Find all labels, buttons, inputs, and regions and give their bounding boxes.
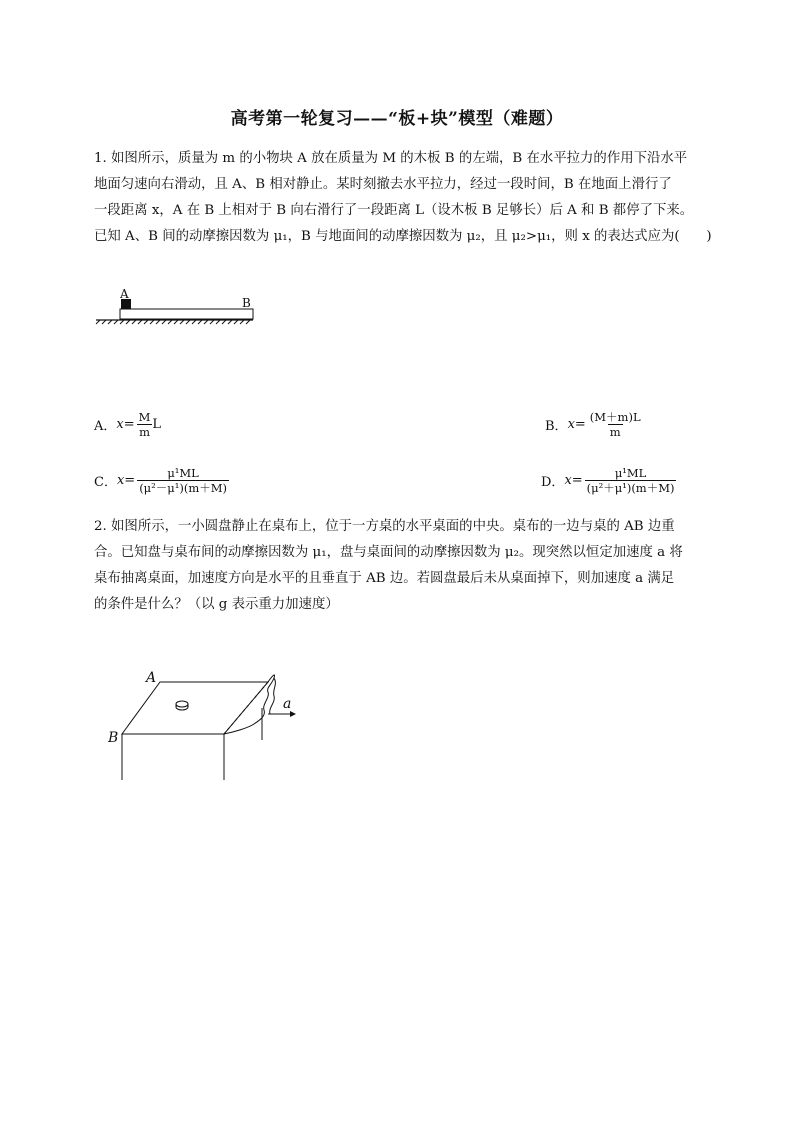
- question-2-line: 的条件是什么？（以 g 表示重力加速度）: [94, 597, 339, 612]
- option-label: A．: [94, 419, 117, 434]
- label-a: A: [120, 287, 129, 301]
- denominator: m: [139, 425, 150, 439]
- board-block-figure: [90, 282, 270, 332]
- denominator: m: [609, 425, 621, 439]
- label-b: B: [242, 296, 251, 310]
- numerator: μ¹ML: [167, 466, 199, 480]
- question-2-line: 桌布抽离桌面，加速度方向是水平的且垂直于 AB 边。若圆盘最后未从桌面掉下，则加速度 a 满足: [94, 571, 675, 586]
- option-variable: x=: [116, 417, 135, 432]
- fraction: [585, 466, 677, 495]
- option-d[interactable]: [541, 466, 676, 495]
- denominator: (μ²－μ¹)(m＋M): [139, 481, 227, 495]
- numerator: (M＋m)L: [589, 410, 641, 424]
- table-tablecloth-figure: [104, 662, 304, 784]
- question-1-line: 地面匀速向右滑动，且 A、B 相对静止。某时刻撤去水平拉力，经过一段时间，B 在地面上滑行了: [94, 177, 672, 192]
- option-label: D．: [541, 475, 565, 490]
- fraction: [137, 466, 229, 495]
- label-a: A: [146, 670, 157, 686]
- question-1-line: 1. 如图所示，质量为 m 的小物块 A 放在质量为 M 的木板 B 的左端，B 在水平拉力的作用下沿水平: [94, 151, 688, 166]
- option-tail: L: [152, 417, 162, 432]
- denominator: (μ²＋μ¹)(m＋M): [586, 481, 675, 495]
- numerator: μ¹ML: [614, 466, 647, 480]
- fraction: [588, 410, 643, 439]
- board-b: [120, 309, 253, 319]
- numerator: M: [138, 410, 151, 424]
- question-2-line: 合。已知盘与桌布间的动摩擦因数为 μ₁，盘与桌面间的动摩擦因数为 μ₂。现突然以恒定加速度 a 将: [94, 545, 683, 560]
- option-variable: x=: [564, 473, 583, 488]
- question-1-line: 已知 A、B 间的动摩擦因数为 μ₁，B 与地面间的动摩擦因数为 μ₂，且 μ₂>μ₁，则 x 的表达式应为( ): [94, 229, 712, 244]
- fraction: [137, 410, 153, 439]
- option-variable: x=: [116, 473, 136, 488]
- label-accel: a: [283, 696, 292, 712]
- question-2-text: [94, 514, 706, 618]
- option-label: B．: [545, 419, 568, 434]
- question-1-text: [94, 146, 712, 250]
- option-b[interactable]: [545, 410, 643, 439]
- option-c[interactable]: [94, 466, 229, 495]
- option-label: C．: [94, 475, 117, 490]
- question-1-line: 一段距离 x，A 在 B 上相对于 B 向右滑行了一段距离 L（设木板 B 足够长）后 A 和 B 都停了下来。: [94, 203, 694, 218]
- question-2-line: 2. 如图所示，一小圆盘静止在桌布上，位于一方桌的水平桌面的中央。桌布的一边与桌的 AB 边重: [94, 519, 675, 534]
- page-title: 高考第一轮复习——“板+块”模型（难题）: [230, 109, 564, 129]
- ground-hatching: [96, 320, 250, 324]
- option-a[interactable]: [94, 410, 161, 439]
- option-variable: x=: [567, 417, 586, 432]
- label-b: B: [108, 730, 119, 746]
- table-top: [122, 682, 268, 734]
